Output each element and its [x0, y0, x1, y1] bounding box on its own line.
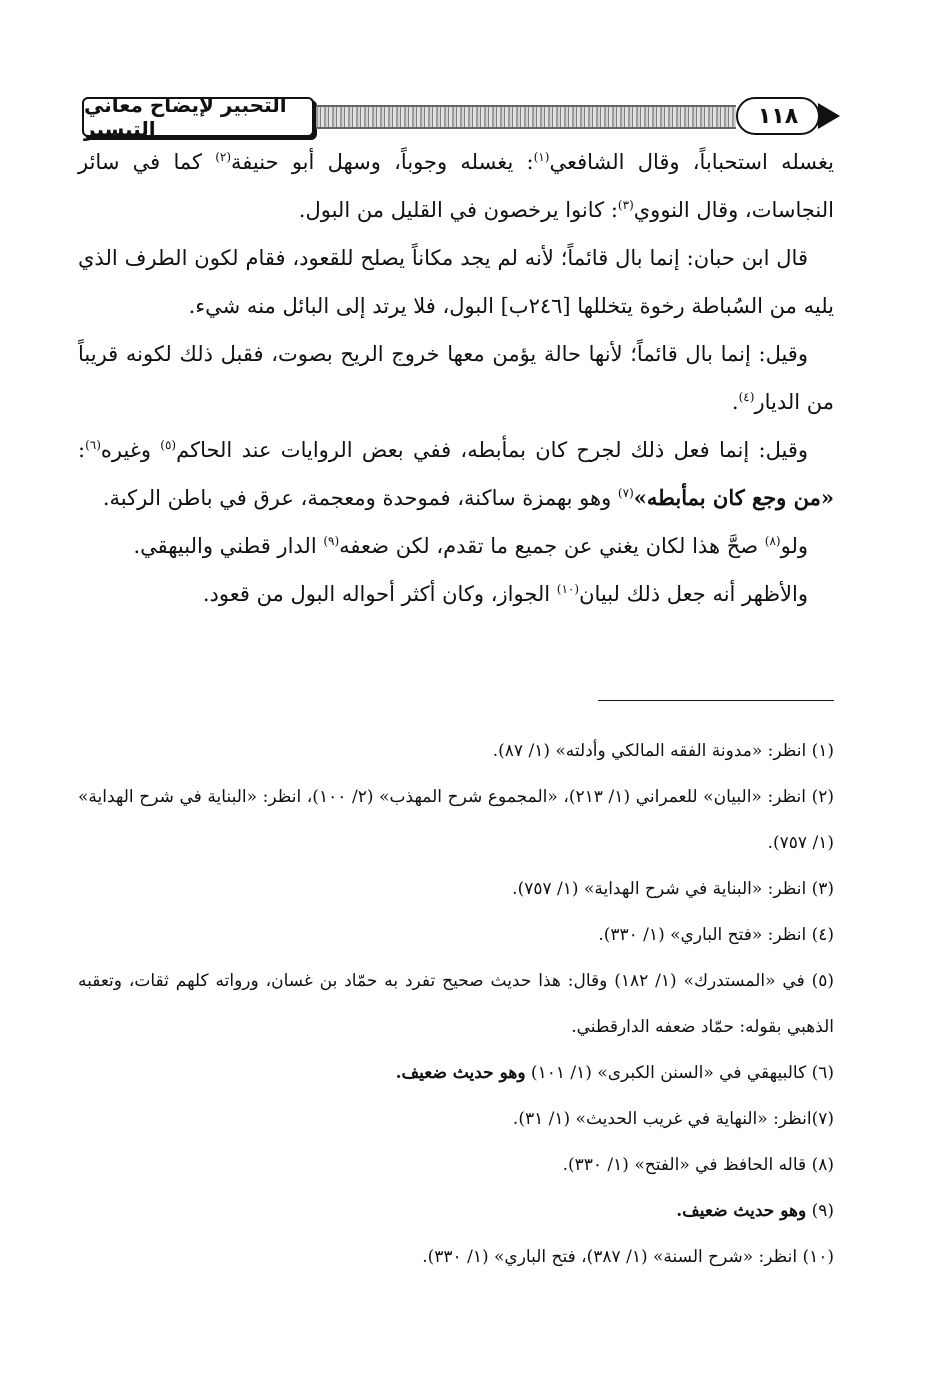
text-run: (٥) في «المستدرك» (١/ ١٨٢) وقال: هذا حديث صحيح تفرد به حمّاد بن غسان، ورواته كلهم ثقات، وتعقبه الذهبي بقوله: حمّاد ضعفه الدارقطني.	[78, 971, 834, 1037]
text-run: : كانوا يرخصون في القليل من البول.	[298, 198, 618, 222]
footnote-marker: (١٠)	[556, 582, 580, 596]
text-run: كما في سائر النجاسات، وقال النووي	[78, 150, 834, 222]
paragraph	[78, 138, 834, 234]
footnote-marker: (١)	[533, 150, 550, 164]
text-run: (٣) انظر: «البناية في شرح الهداية» (١/ ٧٥٧).	[512, 879, 834, 899]
text-run: (٨) قاله الحافظ في «الفتح» (١/ ٣٣٠).	[562, 1155, 834, 1175]
text-run: وقيل: إنما فعل ذلك لجرح كان بمأبطه، ففي بعض الروايات عند الحاكم	[176, 438, 808, 462]
book-title: التحبير لإيضاح معاني التيسير	[82, 97, 314, 137]
text-run: وهو بهمزة ساكنة، فموحدة ومعجمة، عرق في باطن الركبة.	[102, 486, 618, 510]
text-run: وغيره	[100, 438, 161, 462]
footnote-marker: (٨)	[764, 534, 781, 548]
footnote-marker: (٦)	[85, 438, 101, 452]
paragraph	[78, 330, 834, 426]
page-number-arrow-icon	[818, 103, 840, 129]
text-run: (٦) كالبيهقي في «السنن الكبرى» (١/ ١٠١)	[525, 1063, 834, 1083]
text-run: (١) انظر: «مدونة الفقه المالكي وأدلته» (١/ ٨٧).	[492, 741, 834, 761]
footnote	[78, 866, 834, 912]
paragraph	[78, 234, 834, 330]
text-run: صحَّ هذا لكان يغني عن جميع ما تقدم، لكن ضعفه	[339, 534, 765, 558]
bold-text: وهو حديث ضعيف.	[395, 1063, 526, 1083]
text-run: (٧)انظر: «النهاية في غريب الحديث» (١/ ٣١).	[512, 1109, 834, 1129]
footnote-separator	[598, 700, 834, 701]
text-run: والأظهر أنه جعل ذلك لبيان	[579, 582, 808, 606]
footnote	[78, 1234, 834, 1280]
text-run: (١٠) انظر: «شرح السنة» (١/ ٣٨٧)، فتح الباري» (١/ ٣٣٠).	[422, 1247, 834, 1267]
footnote	[78, 1050, 834, 1096]
text-run: يغسله استحباباً، وقال الشافعي	[549, 150, 835, 174]
footnote-marker: (٢)	[215, 150, 232, 164]
footnote	[78, 1142, 834, 1188]
footnote-marker: (٣)	[617, 198, 634, 212]
text-run: وقيل: إنما بال قائماً؛ لأنها حالة يؤمن معها خروج الريح بصوت، فقبل ذلك لكونه قريباً من الديار	[78, 342, 834, 414]
page-number: ١١٨	[736, 97, 820, 135]
footnote	[78, 1188, 834, 1234]
text-run: الدار قطني والبيهقي.	[133, 534, 324, 558]
footnote	[78, 1096, 834, 1142]
text-run: :	[78, 438, 86, 462]
text-run: (٤) انظر: «فتح الباري» (١/ ٣٣٠).	[598, 925, 834, 945]
bold-text: «من وجع كان بمأبطه»	[633, 485, 834, 510]
footnote	[78, 774, 834, 866]
footnote	[78, 728, 834, 774]
paragraph	[78, 426, 834, 522]
bold-text: وهو حديث ضعيف.	[676, 1201, 807, 1221]
footnote	[78, 958, 834, 1050]
main-text	[78, 138, 834, 618]
footnote-marker: (٤)	[738, 390, 755, 404]
footnote	[78, 912, 834, 958]
footnote-marker: (٩)	[323, 534, 340, 548]
footnote-marker: (٧)	[617, 486, 634, 500]
footnotes	[78, 728, 834, 1280]
text-run: قال ابن حبان: إنما بال قائماً؛ لأنه لم يجد مكاناً يصلح للقعود، فقام لكون الطرف الذي يليه من السُباطة رخوة يتخللها [٢٤٦ب] البول، فلا يرتد إلى البائل منه شيء.	[78, 246, 834, 318]
footnote-marker: (٥)	[160, 438, 177, 452]
page-header	[82, 93, 842, 141]
header-ornament-band	[316, 105, 736, 129]
paragraph	[78, 522, 834, 570]
text-run: ولو	[780, 534, 808, 558]
paragraph	[78, 570, 834, 618]
text-run: (٢) انظر: «البيان» للعمراني (١/ ٢١٣)، «المجموع شرح المهذب» (٢/ ١٠٠)، انظر: «البناية في شرح الهداية» (١/ ٧٥٧).	[78, 787, 835, 853]
text-run: .	[731, 390, 739, 414]
text-run: الجواز، وكان أكثر أحواله البول من قعود.	[202, 582, 557, 606]
text-run: : يغسله وجوباً، وسهل أبو حنيفة	[231, 150, 534, 174]
text-run: (٩)	[806, 1201, 834, 1221]
